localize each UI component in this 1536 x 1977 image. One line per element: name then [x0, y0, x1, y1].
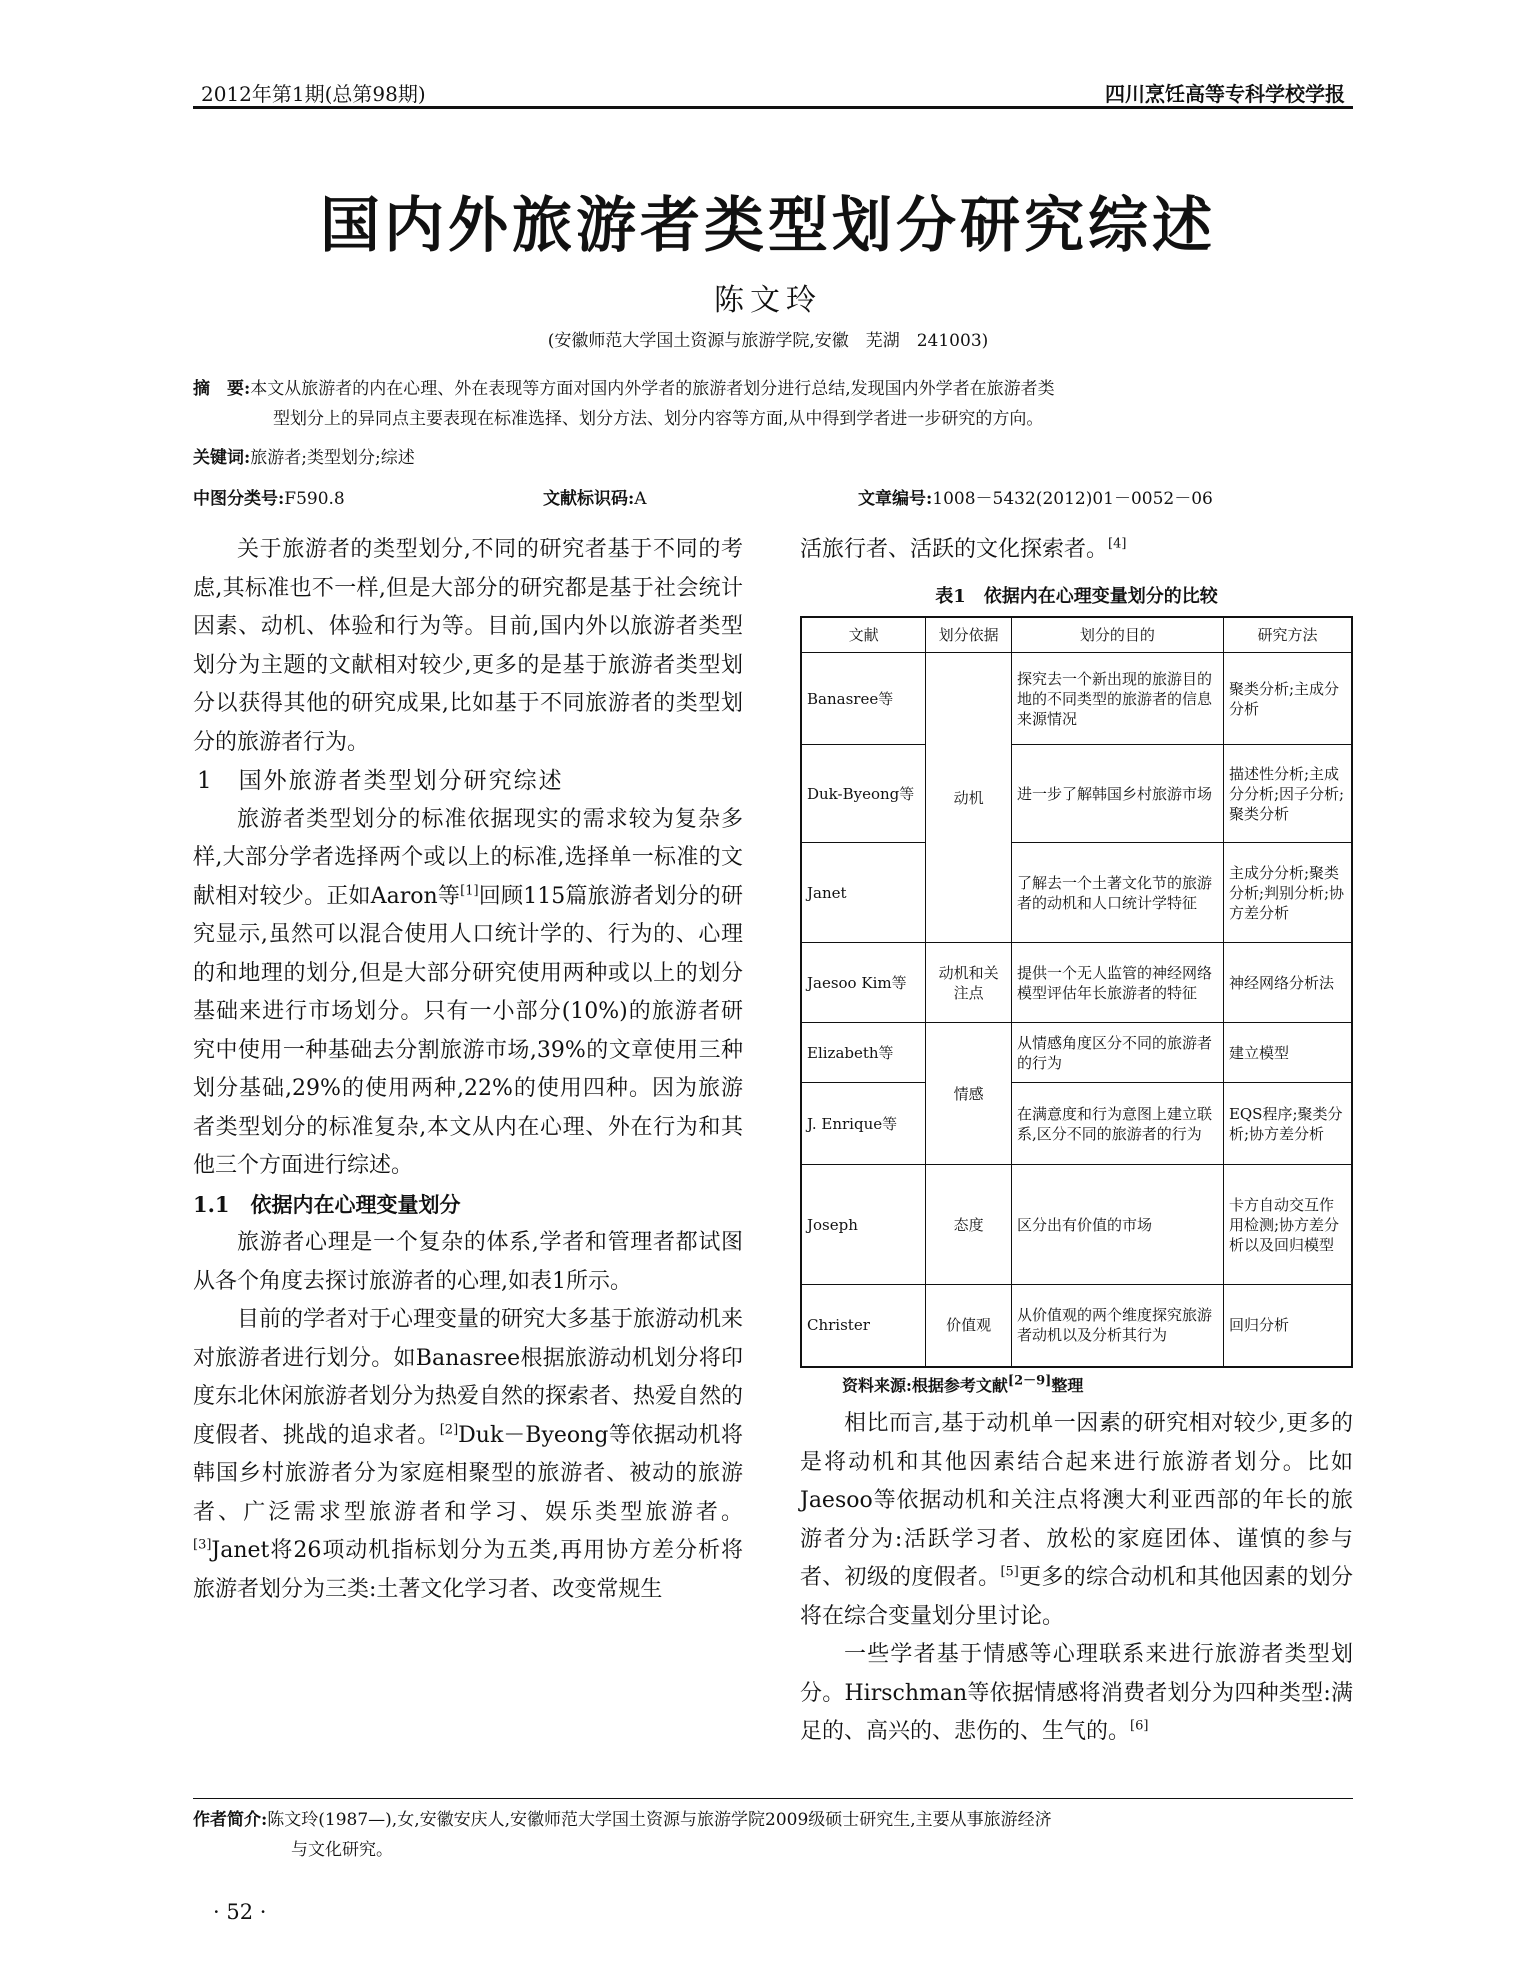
- table-cell-goal: 探究去一个新出现的旅游目的地的不同类型的旅游者的信息来源情况: [1011, 653, 1223, 745]
- table-cell-goal: 区分出有价值的市场: [1011, 1165, 1223, 1285]
- right-column-top: [800, 531, 1353, 570]
- table-cell-ref: Duk-Byeong等: [801, 745, 926, 843]
- table-cell-ref: Christer: [801, 1285, 926, 1367]
- abstract-line-1: 本文从旅游者的内在心理、外在表现等方面对国内外学者的旅游者划分进行总结,发现国内外学者在旅游者类: [250, 379, 1055, 399]
- article-number-value: 1008－5432(2012)01－0052－06: [932, 489, 1213, 509]
- page-number: · 52 ·: [213, 1900, 267, 1924]
- table-cell-basis: 动机和关注点: [926, 943, 1012, 1023]
- table-cell-method: EQS程序;聚类分析;协方差分析: [1223, 1083, 1352, 1165]
- table-caption: 表1 依据内在心理变量划分的比较: [935, 586, 1218, 607]
- document-code-label: 文献标识码:: [543, 489, 635, 509]
- table-header-row: [801, 617, 1352, 653]
- table-cell-method: 建立模型: [1223, 1023, 1352, 1083]
- table-row: [801, 1023, 1352, 1083]
- clc-number: [193, 484, 345, 509]
- citation: [2－9]: [1007, 1373, 1052, 1389]
- citation: [6]: [1130, 1718, 1149, 1734]
- table-cell-ref: Elizabeth等: [801, 1023, 926, 1083]
- table-cell-goal: 从价值观的两个维度探究旅游者动机以及分析其行为: [1011, 1285, 1223, 1367]
- continuation-text: 活旅行者、活跃的文化探索者。: [800, 537, 1109, 562]
- left-column: [193, 531, 743, 1609]
- journal-name: 四川烹饪高等专科学校学报: [1105, 82, 1345, 106]
- paragraph-2: [193, 801, 743, 1186]
- table-cell-ref: Banasree等: [801, 653, 926, 745]
- table-source-suffix: 整理: [1051, 1376, 1084, 1395]
- paragraph-2-text-b: 回顾115篇旅游者划分的研究显示,虽然可以混合使用人口统计学的、行为的、心理的和地理的划分,但是大部分研究使用两种或以上的划分基础来进行市场划分。只有一小部分(10%)的旅游者研究中使用一种基础去分割旅游市场,39%的文章使用三种划分基础,29%的使用两种,22%的使用四种。因为旅游者类型划分的标准复杂,本文从内在心理、外在行为和其他三个方面进行综述。: [193, 883, 744, 1178]
- section-heading-1: 1 国外旅游者类型划分研究综述: [197, 768, 564, 794]
- paragraph-4-text-c: Janet将26项动机指标划分为五类,再用协方差分析将旅游者划分为三类:土著文化学习者、改变常规生: [193, 1538, 743, 1602]
- table-row: [801, 1083, 1352, 1165]
- table-row: [801, 1165, 1352, 1285]
- table-header-cell: 划分依据: [926, 617, 1012, 653]
- paragraph-5: [800, 1405, 1353, 1636]
- paragraph-4-text-b: Duk－Byeong等依据动机将韩国乡村旅游者分为家庭相聚型的旅游者、被动的旅游者、广泛需求型旅游者和学习、娱乐类型旅游者。: [193, 1422, 743, 1525]
- author-affiliation: (安徽师范大学国土资源与旅游学院,安徽 芜湖 241003): [547, 331, 989, 351]
- abstract-label: 摘 要:: [193, 379, 251, 399]
- citation: [5]: [1000, 1564, 1019, 1580]
- table-source-text: 资料来源:根据参考文献: [842, 1376, 1008, 1395]
- footnote-label: 作者简介:: [193, 1810, 268, 1830]
- citation: [1]: [460, 883, 479, 899]
- table-cell-basis: 价值观: [926, 1285, 1012, 1367]
- document-code: [543, 484, 647, 509]
- table-row: [801, 843, 1352, 943]
- citation: [3]: [193, 1537, 212, 1553]
- table-cell-method: 回归分析: [1223, 1285, 1352, 1367]
- paragraph-4-text-a: 目前的学者对于心理变量的研究大多基于旅游动机来对旅游者进行划分。如Banasree根据旅游动机划分将印度东北休闲旅游者划分为热爱自然的探索者、热爱自然的度假者、挑战的追求者。: [193, 1307, 744, 1448]
- table-cell-method: 主成分分析;聚类分析;判别分析;协方差分析: [1223, 843, 1352, 943]
- author-name: 陈文玲: [714, 283, 822, 318]
- section-heading-1-1: 1.1 依据内在心理变量划分: [193, 1191, 461, 1217]
- paragraph-5-text-b: 更多的综合动机和其他因素的划分将在综合变量划分里讨论。: [800, 1565, 1353, 1629]
- clc-label: 中图分类号:: [193, 489, 285, 509]
- table-header-cell: 研究方法: [1223, 617, 1352, 653]
- table-cell-ref: Jaesoo Kim等: [801, 943, 926, 1023]
- paper-title: 国内外旅游者类型划分研究综述: [320, 191, 1216, 261]
- table-cell-basis: 动机: [926, 653, 1012, 943]
- table-cell-goal: 从情感角度区分不同的旅游者的行为: [1011, 1023, 1223, 1083]
- table-cell-goal: 进一步了解韩国乡村旅游市场: [1011, 745, 1223, 843]
- paragraph-continuation: [800, 531, 1353, 570]
- table-header-cell: 文献: [801, 617, 926, 653]
- table-source-note: [842, 1373, 1083, 1396]
- table-cell-method: 神经网络分析法: [1223, 943, 1352, 1023]
- footnote-line-2: 与文化研究。: [291, 1840, 393, 1860]
- article-number: [858, 484, 1213, 509]
- table-cell-method: 描述性分析;主成分分析;因子分析;聚类分析: [1223, 745, 1352, 843]
- paragraph-2-text-a: 旅游者类型划分的标准依据现实的需求较为复杂多样,大部分学者选择两个或以上的标准,选择单一标准的文献相对较少。正如Aaron等: [193, 806, 743, 909]
- table-cell-basis: 态度: [926, 1165, 1012, 1285]
- author-footnote: [193, 1798, 1353, 1865]
- citation: [4]: [1108, 536, 1127, 552]
- table-cell-method: 卡方自动交互作用检测;协方差分析以及回归模型: [1223, 1165, 1352, 1285]
- abstract-line-2: 型划分上的异同点主要表现在标准选择、划分方法、划分内容等方面,从中得到学者进一步研究的方向。: [273, 409, 1044, 429]
- table-cell-goal: 提供一个无人监管的神经网络模型评估年长旅游者的特征: [1011, 943, 1223, 1023]
- table-row: [801, 745, 1352, 843]
- table-cell-goal: 在满意度和行为意图上建立联系,区分不同的旅游者的行为: [1011, 1083, 1223, 1165]
- table-cell-goal: 了解去一个土著文化节的旅游者的动机和人口统计学特征: [1011, 843, 1223, 943]
- table-cell-ref: Janet: [801, 843, 926, 943]
- keywords-label: 关键词:: [193, 448, 251, 468]
- citation: [2]: [439, 1422, 459, 1438]
- clc-value: F590.8: [284, 489, 345, 509]
- abstract: [193, 374, 1353, 434]
- footnote-line-1: 陈文玲(1987—),女,安徽安庆人,安徽师范大学国土资源与旅游学院2009级硕士研究生,主要从事旅游经济: [267, 1810, 1052, 1830]
- table-row: [801, 1285, 1352, 1367]
- keywords: [193, 443, 415, 468]
- paragraph-intro: 关于旅游者的类型划分,不同的研究者基于不同的考虑,其标准也不一样,但是大部分的研究都是基于社会统计因素、动机、体验和行为等。目前,国内外以旅游者类型划分为主题的文献相对较少,更多的是基于旅游者类型划分以获得其他的研究成果,比如基于不同旅游者的类型划分的旅游者行为。: [193, 537, 743, 755]
- paragraph-6: [800, 1636, 1353, 1752]
- table-header-cell: 划分的目的: [1011, 617, 1223, 653]
- table-cell-method: 聚类分析;主成分分析: [1223, 653, 1352, 745]
- right-column-bottom: [800, 1405, 1353, 1752]
- paragraph-4: [193, 1301, 743, 1609]
- paragraph-3: 旅游者心理是一个复杂的体系,学者和管理者都试图从各个角度去探讨旅游者的心理,如表1所示。: [193, 1230, 743, 1294]
- comparison-table: [800, 616, 1353, 1368]
- table-cell-ref: Joseph: [801, 1165, 926, 1285]
- paragraph-6-text: 一些学者基于情感等心理联系来进行旅游者类型划分。Hirschman等依据情感将消费者划分为四种类型:满足的、高兴的、悲伤的、生气的。: [800, 1642, 1353, 1744]
- table-row: [801, 943, 1352, 1023]
- running-header: [193, 74, 1353, 109]
- table-cell-ref: J. Enrique等: [801, 1083, 926, 1165]
- article-number-label: 文章编号:: [858, 489, 933, 509]
- keywords-text: 旅游者;类型划分;综述: [250, 448, 415, 468]
- table-row: [801, 653, 1352, 745]
- table-cell-basis: 情感: [926, 1023, 1012, 1165]
- document-code-value: A: [634, 489, 647, 509]
- journal-issue: 2012年第1期(总第98期): [201, 82, 426, 106]
- paragraph-5-text-a: 相比而言,基于动机单一因素的研究相对较少,更多的是将动机和其他因素结合起来进行旅游者划分。比如Jaesoo等依据动机和关注点将澳大利亚西部的年长的旅游者分为:活跃学习者、放松的家庭团体、谨慎的参与者、初级的度假者。: [800, 1411, 1353, 1590]
